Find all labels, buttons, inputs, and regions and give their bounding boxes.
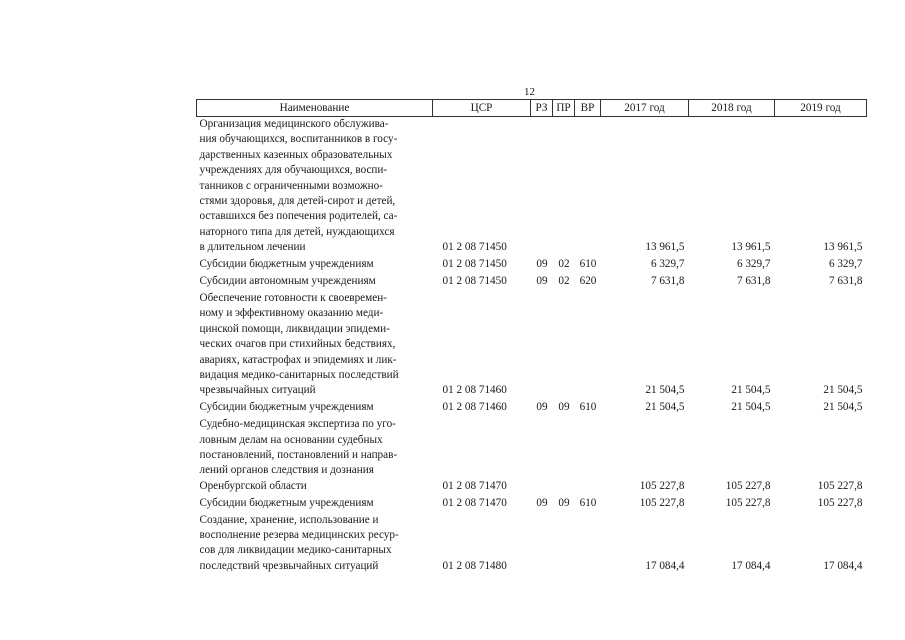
header-2018: 2018 год xyxy=(689,100,775,117)
cell-name: Субсидии автономным учреждениям xyxy=(199,275,376,288)
cell-pr xyxy=(553,291,575,400)
cell-vr: 620 xyxy=(579,275,597,288)
cell-csr: 01 2 08 71460 xyxy=(442,401,507,414)
cell-pr: 02 xyxy=(558,258,570,271)
header-csr: ЦСР xyxy=(433,100,531,117)
cell-rz xyxy=(531,117,553,258)
cell-y2018: 6 329,7 xyxy=(736,258,771,271)
cell-y2018: 105 227,8 xyxy=(725,479,771,492)
cell-csr: 01 2 08 71470 xyxy=(442,496,507,509)
cell-pr xyxy=(553,117,575,258)
cell-csr: 01 2 08 71450 xyxy=(442,275,507,288)
cell-y2019: 105 227,8 xyxy=(817,496,863,509)
table-row xyxy=(197,513,867,576)
cell-y2019: 13 961,5 xyxy=(823,241,863,254)
cell-name: Создание, хранение, использование и восполнение резерва медицинских ресур- сов для ликвидации медико-санитарных последствий чрезвычайных ситуаций xyxy=(199,513,399,572)
cell-y2018: 13 961,5 xyxy=(731,241,771,254)
cell-y2019: 7 631,8 xyxy=(828,275,863,288)
cell-vr: 610 xyxy=(579,401,597,414)
cell-vr xyxy=(575,291,601,400)
cell-csr: 01 2 08 71470 xyxy=(442,479,507,492)
cell-pr xyxy=(553,417,575,496)
cell-rz xyxy=(531,291,553,400)
header-pr: ПР xyxy=(553,100,575,117)
cell-vr xyxy=(575,117,601,258)
cell-y2019: 17 084,4 xyxy=(823,559,863,572)
cell-y2019: 6 329,7 xyxy=(828,258,863,271)
cell-y2018: 7 631,8 xyxy=(736,275,771,288)
cell-y2017: 105 227,8 xyxy=(639,479,685,492)
cell-vr xyxy=(575,417,601,496)
page-number: 12 xyxy=(524,86,535,98)
table-row xyxy=(197,257,867,274)
cell-name: Судебно-медицинская экспертиза по уго- ловным делам на основании судебных постановлений, постановлений и направ- лений органов следствия и дознания Оренбургской области xyxy=(199,418,398,492)
cell-y2017: 7 631,8 xyxy=(650,275,685,288)
cell-y2017: 21 504,5 xyxy=(645,401,685,414)
header-name: Наименование xyxy=(197,100,433,117)
cell-rz: 09 xyxy=(536,275,548,288)
cell-y2018: 21 504,5 xyxy=(731,384,771,397)
cell-y2019: 21 504,5 xyxy=(823,384,863,397)
cell-vr xyxy=(575,513,601,576)
cell-csr: 01 2 08 71450 xyxy=(442,258,507,271)
cell-pr: 02 xyxy=(558,275,570,288)
cell-name: Субсидии бюджетным учреждениям xyxy=(199,401,374,414)
cell-pr: 09 xyxy=(558,496,570,509)
table-row xyxy=(197,117,867,258)
cell-name: Субсидии бюджетным учреждениям xyxy=(199,496,374,509)
cell-vr: 610 xyxy=(579,258,597,271)
cell-name: Организация медицинского обслужива- ния обучающихся, воспитанников в госу- дарственных казенных образовательных учреждениях для обучающихся, воспи- танников с ограниченными возможно- стями здоровья, для детей-сирот и детей, оставшихся без попечения родителей, са- наторного типа для детей, нуждающихся в длительном лечении xyxy=(199,118,398,254)
cell-y2017: 105 227,8 xyxy=(639,496,685,509)
cell-pr xyxy=(553,513,575,576)
header-vr: ВР xyxy=(575,100,601,117)
table-row xyxy=(197,496,867,513)
header-2017: 2017 год xyxy=(601,100,689,117)
cell-rz: 09 xyxy=(536,258,548,271)
cell-csr: 01 2 08 71460 xyxy=(442,384,507,397)
cell-y2017: 17 084,4 xyxy=(645,559,685,572)
cell-y2017: 21 504,5 xyxy=(645,384,685,397)
budget-table xyxy=(196,99,867,576)
cell-y2019: 21 504,5 xyxy=(823,401,863,414)
cell-csr: 01 2 08 71450 xyxy=(442,241,507,254)
cell-name: Обеспечение готовности к своевремен- ному и эффективному оказанию меди- цинской помощи, ликвидации эпидеми- ческих очагов при стихийных бедствиях, авариях, катастрофах и эпидемиях и лик- видация медико-санитарных последствий чрезвычайных ситуаций xyxy=(199,291,399,397)
cell-rz xyxy=(531,513,553,576)
cell-y2018: 17 084,4 xyxy=(731,559,771,572)
cell-y2019: 105 227,8 xyxy=(817,479,863,492)
cell-vr: 610 xyxy=(579,496,597,509)
cell-y2017: 13 961,5 xyxy=(645,241,685,254)
cell-pr: 09 xyxy=(558,401,570,414)
table-row xyxy=(197,291,867,400)
table-row xyxy=(197,400,867,417)
header-rz: РЗ xyxy=(531,100,553,117)
cell-y2017: 6 329,7 xyxy=(650,258,685,271)
cell-csr: 01 2 08 71480 xyxy=(442,559,507,572)
table-header-row xyxy=(197,100,867,117)
cell-rz: 09 xyxy=(536,401,548,414)
cell-y2018: 21 504,5 xyxy=(731,401,771,414)
table-row xyxy=(197,417,867,496)
cell-y2018: 105 227,8 xyxy=(725,496,771,509)
cell-rz: 09 xyxy=(536,496,548,509)
header-2019: 2019 год xyxy=(775,100,867,117)
cell-rz xyxy=(531,417,553,496)
cell-name: Субсидии бюджетным учреждениям xyxy=(199,258,374,271)
table-row xyxy=(197,274,867,291)
